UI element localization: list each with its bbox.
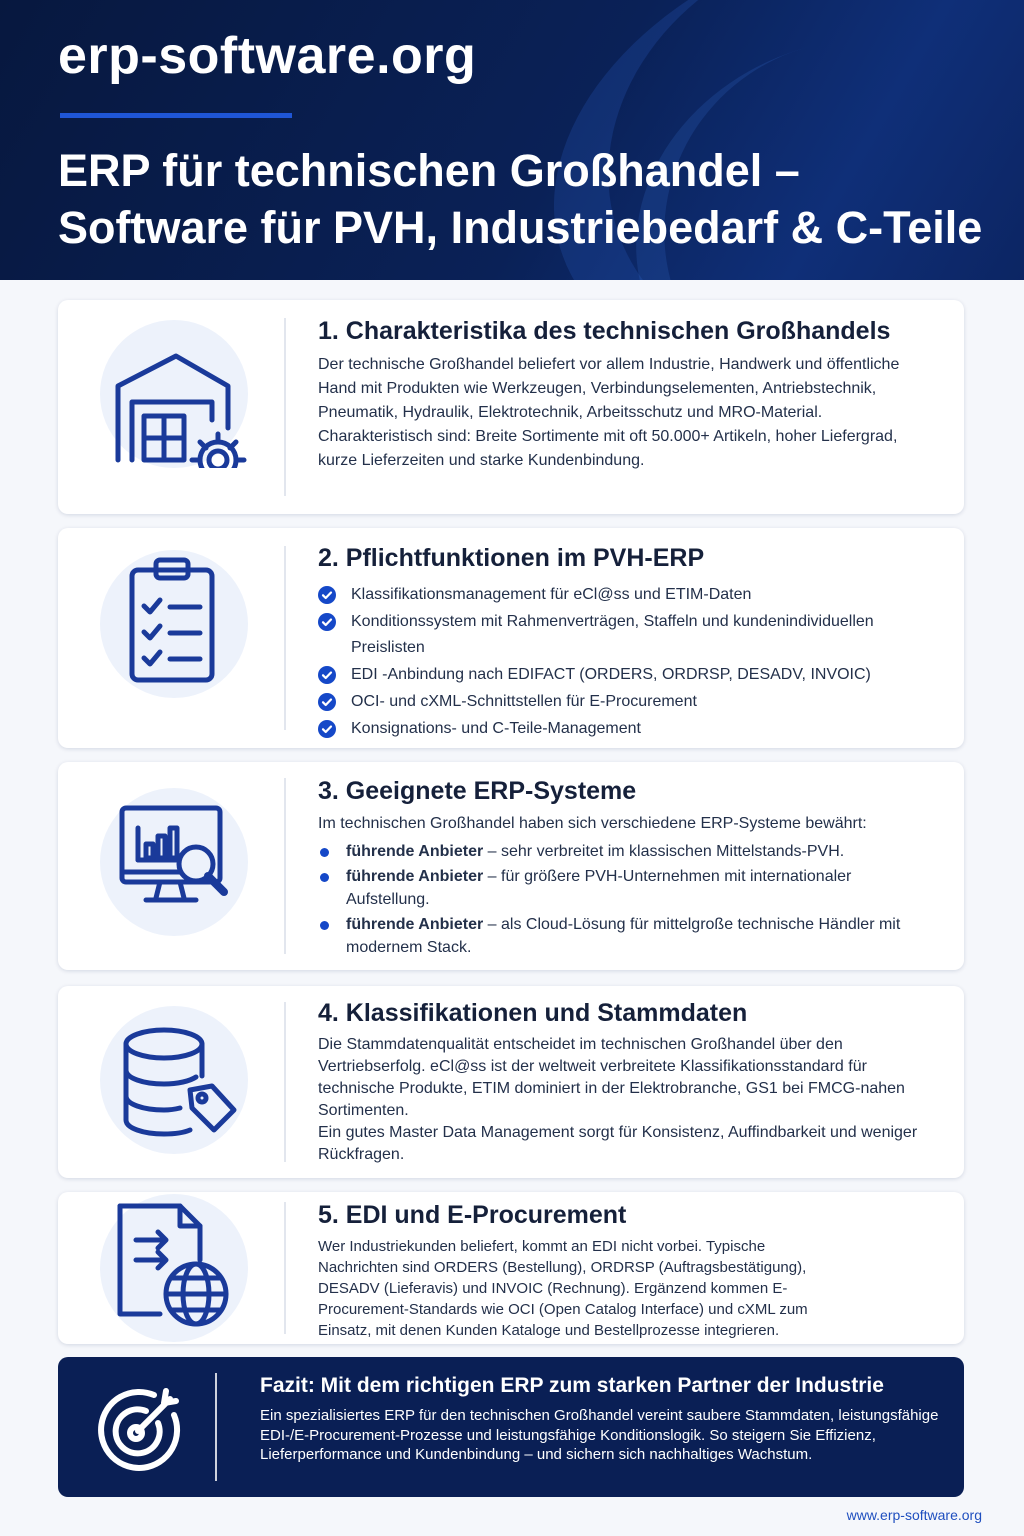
document-globe-icon <box>100 1194 248 1342</box>
list-item: führende Anbieter – als Cloud-Lösung für mittelgroße technische Händler mit modernem Stack. <box>318 913 938 960</box>
section-body <box>318 1034 938 1166</box>
section-intro: Im technischen Großhandel haben sich verschiedene ERP-Systeme bewährt: <box>318 815 867 832</box>
list-item: führende Anbieter – sehr verbreitet im klassischen Mittelstands-PVH. <box>318 840 938 864</box>
section-paragraph: Die Stammdatenqualität entscheidet im technischen Großhandel über den Vertriebserfolg. eCl@ss ist der weltweit verbreitete Klassifikationsstandard für technische Produkte, ETIM dominiert in der Elektrobranche, GS1 bei FMCG-nahen Sortimenten. <box>318 1036 905 1119</box>
bullet-list <box>318 840 938 960</box>
bullet-dot <box>320 921 329 930</box>
card-divider <box>284 318 286 496</box>
target-arrow-icon <box>94 1385 184 1475</box>
section-body <box>318 1236 828 1341</box>
section-heading: 1. Charakteristika des technischen Großhandels <box>318 317 891 345</box>
list-item: EDI -Anbindung nach EDIFACT (ORDERS, ORDRSP, DESADV, INVOIC) <box>318 662 938 688</box>
check-circle-icon <box>318 693 336 711</box>
check-circle-icon <box>318 613 336 631</box>
section-paragraph: Charakteristisch sind: Breite Sortimente mit oft 50.000+ Artikeln, hoher Liefergrad, kurze Lieferzeiten und starke Kundenbindung. <box>318 428 898 469</box>
section-paragraph: Der technische Großhandel beliefert vor allem Industrie, Handwerk und öffentliche Hand mit Produkten wie Werkzeugen, Verbindungselementen, Antriebstechnik, Pneumatik, Hydraulik, Elektrotechnik, Arbeitsschutz und MRO-Material. <box>318 356 900 421</box>
fazit-divider <box>215 1373 217 1481</box>
check-circle-icon <box>318 720 336 738</box>
section-heading: 3. Geeignete ERP-Systeme <box>318 777 637 805</box>
card-divider <box>284 1202 286 1334</box>
header-banner <box>0 0 1024 280</box>
fazit-banner <box>58 1357 964 1497</box>
database-tag-icon <box>100 1006 248 1154</box>
section-card-2 <box>58 528 964 748</box>
footer-url[interactable]: www.erp-software.org <box>846 1507 982 1523</box>
bullet-dot <box>320 848 329 857</box>
checklist <box>318 582 938 741</box>
section-heading: 4. Klassifikationen und Stammdaten <box>318 999 748 1027</box>
site-name: erp-software.org <box>58 27 477 85</box>
section-card-3 <box>58 762 964 970</box>
section-heading: 2. Pflichtfunktionen im PVH-ERP <box>318 544 705 572</box>
section-body <box>318 353 938 473</box>
fazit-heading: Fazit: Mit dem richtigen ERP zum starken Partner der Industrie <box>260 1374 884 1397</box>
card-divider <box>284 778 286 954</box>
list-item: OCI- und cXML-Schnittstellen für E-Procurement <box>318 689 938 715</box>
section-body <box>318 582 938 741</box>
page-title: ERP für technischen Großhandel – Software für PVH, Industriebedarf & C-Teile <box>58 145 983 253</box>
card-divider <box>284 546 286 730</box>
fazit-text: Ein spezialisiertes ERP für den technischen Großhandel vereint saubere Stammdaten, leistungsfähige EDI-/E-Procurement-Prozesse und leistungsfähige Konditionslogik. So steigern Sie Effizienz, Lieferperformance und Kundenbindung – und sichern sich nachhaltiges Wachstum. <box>260 1407 939 1463</box>
check-circle-icon <box>318 666 336 684</box>
section-paragraph: Ein gutes Master Data Management sorgt für Konsistenz, Auffindbarkeit und weniger Rückfragen. <box>318 1124 918 1163</box>
list-item: Klassifikationsmanagement für eCl@ss und ETIM-Daten <box>318 582 938 608</box>
section-heading: 5. EDI und E-Procurement <box>318 1201 627 1229</box>
section-paragraph: Wer Industriekunden beliefert, kommt an EDI nicht vorbei. Typische Nachrichten sind ORDERS (Bestellung), ORDRSP (Auftragsbestätigung), DESADV (Lieferavis) und INVOIC (Rechnung). Ergänzend kommen E-Procurement-Standards wie OCI (Open Catalog Interface) und cXML zum Einsatz, mit denen Kunden Kataloge und Bestellprozesse integrieren. <box>318 1238 808 1339</box>
section-card-1 <box>58 300 964 514</box>
list-item: führende Anbieter – für größere PVH-Unternehmen mit internationaler Aufstellung. <box>318 865 938 912</box>
list-item: Konsignations- und C-Teile-Management <box>318 716 938 742</box>
list-item: Konditionssystem mit Rahmenverträgen, Staffeln und kundenindividuellen Preislisten <box>318 609 938 660</box>
clipboard-checklist-icon <box>100 550 248 698</box>
warehouse-gear-icon <box>100 320 248 468</box>
section-card-5 <box>58 1192 964 1344</box>
section-body <box>318 812 938 961</box>
section-card-4 <box>58 986 964 1178</box>
monitor-chart-search-icon <box>100 788 248 936</box>
site-underline <box>60 113 292 118</box>
bullet-dot <box>320 873 329 882</box>
card-divider <box>284 1002 286 1162</box>
check-circle-icon <box>318 586 336 604</box>
